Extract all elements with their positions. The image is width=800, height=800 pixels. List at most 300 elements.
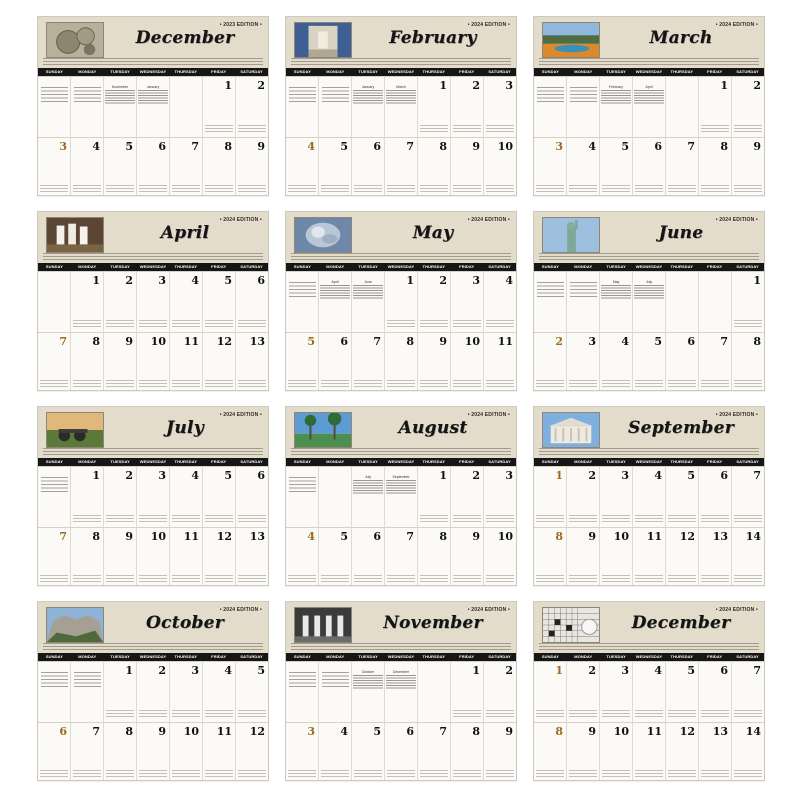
history-note (238, 125, 266, 134)
day-number: 4 (92, 139, 100, 153)
history-note (420, 515, 448, 524)
weekday-label: THURSDAY (174, 264, 198, 269)
history-note (106, 380, 134, 389)
day-number: 9 (505, 724, 513, 738)
mini-calendar-title: April (645, 85, 653, 89)
mini-calendar-days (386, 675, 416, 689)
month-title: February (389, 28, 477, 48)
day-cell (385, 528, 418, 587)
day-grid (38, 76, 268, 196)
day-number: 3 (505, 469, 513, 482)
mini-calendar (386, 85, 416, 104)
day-cell (534, 333, 567, 392)
day-cell (385, 333, 418, 392)
day-cell (534, 662, 567, 722)
mini-calendar-days (105, 90, 135, 104)
month-header (534, 17, 764, 68)
day-number: 3 (59, 139, 67, 153)
day-number: 11 (183, 529, 199, 543)
day-number: 8 (555, 724, 563, 738)
mini-calendar (386, 475, 416, 494)
weekday-label: SUNDAY (541, 459, 559, 464)
history-note (734, 380, 762, 389)
history-text (539, 253, 759, 261)
weekday-label: SUNDAY (45, 264, 63, 269)
day-number: 2 (505, 664, 513, 677)
weekday-label: SUNDAY (45, 459, 63, 464)
day-number: 6 (720, 664, 728, 677)
weekday-bar (38, 68, 268, 76)
history-note (734, 575, 762, 584)
day-number: 5 (654, 334, 662, 348)
day-number: 2 (588, 664, 596, 677)
day-grid (534, 76, 764, 196)
day-cell (71, 138, 104, 197)
history-note (139, 185, 167, 194)
day-cell (484, 333, 516, 392)
history-note (40, 575, 68, 584)
week-row (38, 271, 268, 332)
history-note (106, 185, 134, 194)
day-cell (484, 77, 516, 137)
history-note (354, 185, 382, 194)
history-note (205, 185, 233, 194)
weekday-label: THURSDAY (174, 654, 198, 659)
history-note (73, 320, 101, 329)
day-cell (600, 723, 633, 782)
week-row (38, 661, 268, 722)
day-number: 2 (555, 334, 563, 348)
day-number: 1 (224, 79, 232, 92)
day-cell (71, 77, 104, 137)
day-cell (484, 723, 516, 782)
day-number: 8 (439, 529, 447, 543)
day-number: 2 (472, 79, 480, 92)
day-number: 8 (125, 724, 133, 738)
history-note (734, 320, 762, 329)
history-note (172, 710, 200, 719)
history-note (668, 710, 696, 719)
day-number: 4 (505, 274, 513, 287)
calendar-page (533, 211, 765, 391)
weekday-bar (286, 263, 516, 271)
day-number: 14 (745, 529, 761, 543)
day-cell (534, 723, 567, 782)
day-number: 3 (505, 79, 513, 92)
weekday-bar (286, 458, 516, 466)
history-note (453, 380, 481, 389)
day-cell (319, 138, 352, 197)
week-row (286, 271, 516, 332)
weekday-label: THURSDAY (670, 459, 694, 464)
history-note (420, 320, 448, 329)
day-cell (451, 77, 484, 137)
day-number: 10 (183, 724, 199, 738)
mini-calendar-title: March (396, 85, 406, 89)
day-number: 6 (654, 139, 662, 153)
day-number: 9 (257, 139, 265, 153)
month-title: November (383, 613, 483, 633)
weekday-label: TUESDAY (110, 69, 130, 74)
mini-calendar-title: October (361, 670, 375, 674)
weekday-label: TUESDAY (358, 264, 378, 269)
holiday-list (570, 87, 597, 103)
month-title: December (631, 613, 731, 633)
mini-calendar-days (353, 480, 383, 494)
day-number: 11 (183, 334, 199, 348)
day-number: 9 (125, 529, 133, 543)
day-cell (38, 662, 71, 722)
weekday-label: THURSDAY (422, 459, 446, 464)
history-note (453, 185, 481, 194)
holiday-list (322, 87, 349, 103)
day-number: 13 (712, 529, 728, 543)
history-note (321, 575, 349, 584)
day-number: 7 (191, 139, 199, 153)
history-note (205, 710, 233, 719)
day-cell (319, 467, 352, 527)
day-number: 7 (373, 334, 381, 348)
day-cell (451, 723, 484, 782)
day-number: 4 (307, 529, 315, 543)
day-number: 4 (191, 274, 199, 287)
day-number: 1 (555, 469, 563, 482)
day-cell (170, 723, 203, 782)
day-number: 10 (497, 529, 513, 543)
history-text (43, 253, 263, 261)
weekday-label: WEDNESDAY (635, 654, 663, 659)
history-note (73, 770, 101, 779)
day-cell (203, 723, 236, 782)
day-cell (236, 528, 268, 587)
history-note (734, 515, 762, 524)
day-number: 7 (59, 334, 67, 348)
month-header (38, 602, 268, 653)
history-note (668, 380, 696, 389)
history-note (453, 770, 481, 779)
day-number: 5 (621, 139, 629, 153)
history-note (569, 710, 597, 719)
history-note (354, 575, 382, 584)
history-note (486, 125, 514, 134)
weekday-label: THURSDAY (422, 654, 446, 659)
day-cell (699, 723, 732, 782)
history-note (288, 575, 316, 584)
mini-calendar-days (138, 90, 168, 104)
day-cell (286, 138, 319, 197)
month-photo (294, 607, 352, 643)
day-number: 14 (745, 724, 761, 738)
day-cell (38, 272, 71, 332)
week-row (286, 137, 516, 197)
day-number: 2 (257, 79, 265, 92)
week-row (534, 271, 764, 332)
day-number: 7 (720, 334, 728, 348)
day-cell (385, 662, 418, 722)
mini-calendar (634, 280, 664, 299)
month-photo (46, 217, 104, 253)
history-note (387, 380, 415, 389)
history-note (420, 770, 448, 779)
day-number: 3 (621, 469, 629, 482)
day-cell (600, 333, 633, 392)
holiday-list (74, 87, 101, 103)
day-number: 10 (613, 724, 629, 738)
mini-calendar-title: September (392, 475, 410, 479)
day-cell (170, 467, 203, 527)
day-cell (534, 272, 567, 332)
day-number: 13 (712, 724, 728, 738)
history-note (238, 710, 266, 719)
day-number: 1 (720, 79, 728, 92)
day-cell (451, 333, 484, 392)
day-cell (104, 662, 137, 722)
weekday-label: THURSDAY (422, 69, 446, 74)
month-title: June (658, 223, 704, 243)
day-cell (666, 467, 699, 527)
day-number: 5 (125, 139, 133, 153)
day-number: 3 (472, 274, 480, 287)
day-cell (418, 333, 451, 392)
day-number: 6 (687, 334, 695, 348)
weekday-label: MONDAY (78, 654, 97, 659)
day-cell (732, 467, 764, 527)
day-cell (385, 138, 418, 197)
history-note (701, 125, 729, 134)
day-number: 1 (406, 274, 414, 287)
day-number: 7 (439, 724, 447, 738)
weekday-label: THURSDAY (670, 654, 694, 659)
day-number: 11 (646, 724, 662, 738)
history-note (321, 185, 349, 194)
day-number: 12 (679, 529, 695, 543)
week-row (534, 76, 764, 137)
week-row (534, 661, 764, 722)
weekday-label: TUESDAY (606, 654, 626, 659)
weekday-label: FRIDAY (211, 459, 227, 464)
day-number: 10 (497, 139, 513, 153)
history-note (569, 770, 597, 779)
month-header (286, 17, 516, 68)
day-number: 9 (125, 334, 133, 348)
day-cell (137, 272, 170, 332)
weekday-bar (534, 653, 764, 661)
history-note (536, 710, 564, 719)
day-number: 11 (646, 529, 662, 543)
day-cell (732, 77, 764, 137)
day-number: 8 (406, 334, 414, 348)
day-number: 12 (679, 724, 695, 738)
month-photo (542, 217, 600, 253)
day-number: 8 (753, 334, 761, 348)
day-cell (286, 272, 319, 332)
day-cell (236, 662, 268, 722)
history-note (486, 185, 514, 194)
day-number: 6 (373, 139, 381, 153)
weekday-label: FRIDAY (707, 459, 723, 464)
history-note (734, 770, 762, 779)
weekday-label: TUESDAY (358, 69, 378, 74)
history-note (536, 515, 564, 524)
history-note (602, 575, 630, 584)
month-photo (46, 22, 104, 58)
day-number: 10 (613, 529, 629, 543)
mini-calendar-days (634, 285, 664, 299)
mini-calendar-days (601, 285, 631, 299)
day-cell (633, 467, 666, 527)
weekday-label: WEDNESDAY (139, 654, 167, 659)
weekday-bar (286, 653, 516, 661)
day-number: 6 (158, 139, 166, 153)
weekday-label: MONDAY (574, 69, 593, 74)
day-cell (633, 723, 666, 782)
day-number: 4 (340, 724, 348, 738)
day-cell (567, 528, 600, 587)
holiday-list (41, 87, 68, 103)
month-title: May (412, 223, 454, 243)
edition-label: • 2024 EDITION • (715, 607, 758, 613)
month-title: September (628, 418, 734, 438)
day-cell (104, 77, 137, 137)
day-cell (71, 528, 104, 587)
month-photo (46, 412, 104, 448)
day-number: 10 (464, 334, 480, 348)
day-cell (699, 138, 732, 197)
day-cell (319, 272, 352, 332)
day-grid (38, 271, 268, 391)
day-cell (600, 138, 633, 197)
week-row (286, 76, 516, 137)
day-cell (352, 723, 385, 782)
week-row (286, 661, 516, 722)
history-note (354, 770, 382, 779)
day-cell (352, 77, 385, 137)
day-cell (104, 138, 137, 197)
weekday-label: SATURDAY (240, 69, 263, 74)
day-number: 3 (588, 334, 596, 348)
history-note (387, 575, 415, 584)
day-number: 7 (406, 529, 414, 543)
mini-calendar (138, 85, 168, 104)
weekday-label: TUESDAY (110, 654, 130, 659)
history-note (238, 575, 266, 584)
day-number: 2 (472, 469, 480, 482)
day-cell (286, 467, 319, 527)
day-number: 5 (224, 274, 232, 287)
day-number: 9 (588, 724, 596, 738)
mini-calendar-title: January (146, 85, 160, 89)
day-cell (666, 272, 699, 332)
day-number: 4 (588, 139, 596, 153)
day-number: 6 (720, 469, 728, 482)
day-cell (600, 77, 633, 137)
day-cell (352, 467, 385, 527)
day-cell (38, 77, 71, 137)
day-number: 13 (249, 334, 265, 348)
day-cell (203, 662, 236, 722)
month-title: August (398, 418, 468, 438)
day-number: 4 (224, 664, 232, 677)
holiday-list (537, 87, 564, 103)
month-title: April (160, 223, 210, 243)
day-cell (484, 272, 516, 332)
month-photo (294, 22, 352, 58)
month-photo (542, 22, 600, 58)
weekday-label: TUESDAY (110, 264, 130, 269)
day-grid (286, 466, 516, 586)
history-note (602, 380, 630, 389)
weekday-label: MONDAY (78, 264, 97, 269)
weekday-label: FRIDAY (707, 264, 723, 269)
day-cell (600, 528, 633, 587)
day-cell (319, 723, 352, 782)
history-note (288, 185, 316, 194)
weekday-bar (534, 458, 764, 466)
week-row (534, 466, 764, 527)
day-cell (137, 662, 170, 722)
day-number: 2 (588, 469, 596, 482)
day-number: 2 (125, 274, 133, 287)
week-row (38, 527, 268, 587)
edition-label: • 2024 EDITION • (467, 607, 510, 613)
day-cell (38, 333, 71, 392)
weekday-label: THURSDAY (422, 264, 446, 269)
month-photo (294, 412, 352, 448)
weekday-label: WEDNESDAY (387, 264, 415, 269)
week-row (534, 527, 764, 587)
history-note (321, 380, 349, 389)
edition-label: • 2024 EDITION • (715, 217, 758, 223)
weekday-bar (38, 263, 268, 271)
week-row (38, 332, 268, 392)
month-header (534, 602, 764, 653)
weekday-label: FRIDAY (459, 264, 475, 269)
weekday-label: SATURDAY (488, 654, 511, 659)
weekday-label: SATURDAY (736, 264, 759, 269)
day-cell (236, 723, 268, 782)
day-number: 5 (373, 724, 381, 738)
day-cell (352, 528, 385, 587)
calendar-page (285, 211, 517, 391)
day-cell (666, 528, 699, 587)
history-note (139, 380, 167, 389)
history-note (536, 185, 564, 194)
day-cell (484, 467, 516, 527)
history-text (291, 58, 511, 66)
month-header (286, 602, 516, 653)
history-note (73, 380, 101, 389)
edition-label: • 2024 EDITION • (219, 607, 262, 613)
day-cell (170, 662, 203, 722)
history-note (569, 380, 597, 389)
weekday-label: MONDAY (326, 264, 345, 269)
day-cell (633, 77, 666, 137)
holiday-list (289, 282, 316, 298)
history-note (453, 710, 481, 719)
weekday-label: SUNDAY (45, 69, 63, 74)
day-cell (451, 528, 484, 587)
calendar-page (285, 406, 517, 586)
day-cell (137, 467, 170, 527)
day-number: 2 (125, 469, 133, 482)
day-number: 6 (257, 274, 265, 287)
day-cell (666, 333, 699, 392)
history-note (701, 575, 729, 584)
day-number: 9 (588, 529, 596, 543)
day-cell (352, 333, 385, 392)
edition-label: • 2024 EDITION • (219, 412, 262, 418)
day-cell (567, 467, 600, 527)
